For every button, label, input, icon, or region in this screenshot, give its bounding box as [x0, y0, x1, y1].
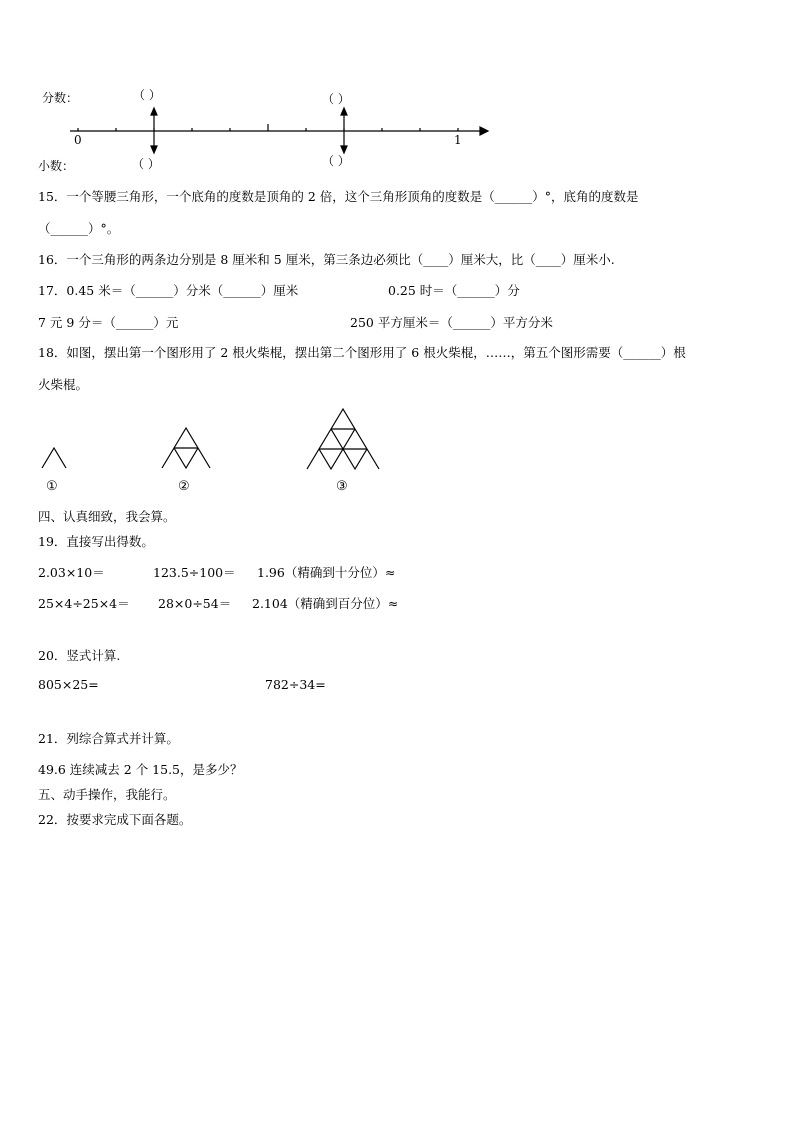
- q19-item-3: 1.96（精确到十分位）≈: [257, 565, 396, 580]
- q20-item-2: 782÷34=: [265, 677, 326, 692]
- q19-item-5: 28×0÷54＝: [158, 596, 232, 611]
- figure-label-2: ②: [178, 479, 190, 494]
- decimal-answer-paren-2[interactable]: （ ）: [322, 154, 350, 168]
- q19-item-4: 25×4÷25×4＝: [38, 596, 130, 611]
- q17-c: 7 元 9 分＝（______）元: [38, 315, 179, 330]
- q19-item-1: 2.03×10＝: [38, 565, 105, 580]
- q21-title: 21．列综合算式并计算。: [38, 731, 179, 746]
- q21-text: 49.6 连续减去 2 个 15.5，是多少？: [38, 762, 243, 777]
- q18-line1: 18．如图，摆出第一个图形用了 2 根火柴棍，摆出第二个图形用了 6 根火柴棍，……，第五个图形需要（______）根: [38, 345, 686, 360]
- q18-line2: 火柴棍。: [38, 377, 89, 392]
- tick-label-one: 1: [454, 133, 462, 147]
- q19-item-6: 2.104（精确到百分位）≈: [252, 596, 399, 611]
- section5-title: 五、动手操作，我能行。: [38, 787, 176, 802]
- decimal-answer-paren-1[interactable]: （ ）: [132, 157, 160, 171]
- q15-line2: （______）°。: [38, 221, 120, 236]
- q17-d: 250 平方厘米＝（______）平方分米: [350, 315, 553, 330]
- q17-a: 17．0.45 米＝（______）分米（______）厘米: [38, 283, 299, 298]
- figure-label-1: ①: [46, 479, 58, 494]
- decimal-label: 小数：: [38, 159, 75, 173]
- q15-line1: 15．一个等腰三角形，一个底角的度数是顶角的 2 倍，这个三角形顶角的度数是（______）°，底角的度数是: [38, 189, 639, 204]
- figure-label-3: ③: [336, 479, 348, 494]
- fraction-label: 分数：: [42, 91, 79, 105]
- matchstick-figure-3: [307, 409, 379, 469]
- q22-title: 22．按要求完成下面各题。: [38, 812, 192, 827]
- matchstick-figure-1: [42, 448, 66, 468]
- q16-line1: 16．一个三角形的两条边分别是 8 厘米和 5 厘米，第三条边必须比（____）厘米大，比（____）厘米小.: [38, 252, 615, 267]
- q17-b: 0.25 时＝（______）分: [388, 283, 520, 298]
- fraction-answer-paren-1[interactable]: （ ）: [133, 88, 161, 102]
- matchstick-figure-2: [162, 428, 210, 468]
- section4-title: 四、认真细致，我会算。: [38, 509, 176, 524]
- q19-title: 19．直接写出得数。: [38, 534, 154, 549]
- q20-item-1: 805×25=: [38, 677, 99, 692]
- q19-item-2: 123.5÷100＝: [153, 565, 236, 580]
- q20-title: 20．竖式计算.: [38, 648, 121, 663]
- tick-label-zero: 0: [74, 133, 82, 147]
- fraction-answer-paren-2[interactable]: （ ）: [322, 92, 350, 106]
